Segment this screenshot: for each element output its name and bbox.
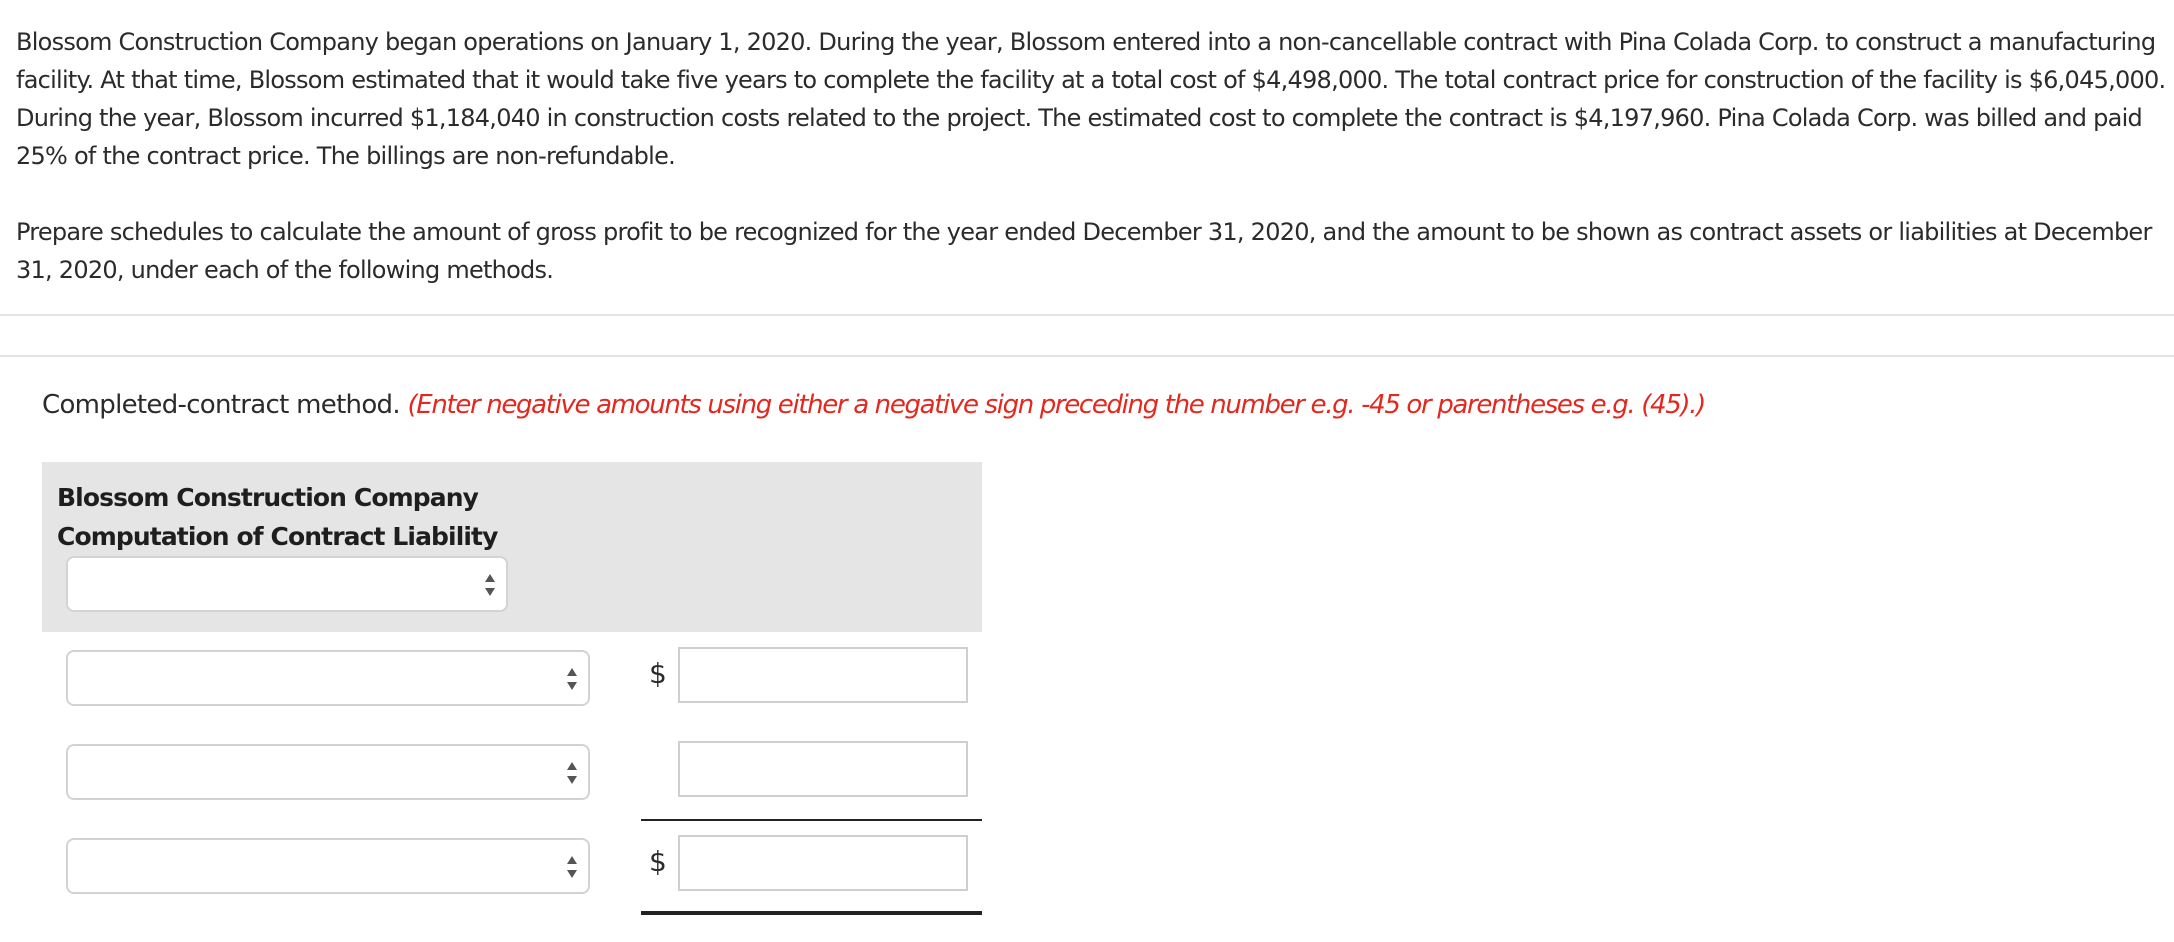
dollar-sign: $ <box>649 657 667 690</box>
total-rule <box>641 911 982 915</box>
method-label: Completed-contract method. <box>42 390 400 420</box>
account-select-row-1[interactable] <box>66 650 590 706</box>
up-down-arrow-icon <box>484 573 496 597</box>
schedule-header <box>42 462 982 632</box>
instruction-note: (Enter negative amounts using either a negative sign preceding the number e.g. -45 or parentheses e.g. (45).) <box>407 390 1705 420</box>
up-down-arrow-icon <box>566 667 578 691</box>
schedule-title: Computation of Contract Liability <box>57 522 498 551</box>
divider <box>0 314 2174 316</box>
divider <box>0 355 2174 357</box>
up-down-arrow-icon <box>566 855 578 879</box>
account-select-row-3[interactable] <box>66 838 590 894</box>
dollar-sign: $ <box>649 845 667 878</box>
company-name: Blossom Construction Company <box>57 483 479 512</box>
part-instruction <box>42 386 1705 424</box>
account-select-row-2[interactable] <box>66 744 590 800</box>
amount-input-row-2[interactable] <box>678 741 968 797</box>
problem-paragraph: Blossom Construction Company began operations on January 1, 2020. During the year, Blossom entered into a non-cancellable contract with Pina Colada Corp. to construct a manufacturing facility. At that time, Blossom estimated that it would take five years to complete the facility at a total cost of $4,498,000. The total contract price for construction of the facility is $6,045,000. During the year, Blossom incurred $1,184,040 in construction costs related to the project. The estimated cost to complete the contract is $4,197,960. Pina Colada Corp. was billed and paid 25% of the contract price. The billings are non-refundable. <box>16 28 2166 170</box>
subtotal-rule <box>641 819 982 821</box>
date-select[interactable] <box>66 556 508 612</box>
amount-input-row-1[interactable] <box>678 647 968 703</box>
schedule-heading <box>57 478 498 556</box>
up-down-arrow-icon <box>566 761 578 785</box>
amount-input-row-3[interactable] <box>678 835 968 891</box>
task-paragraph: Prepare schedules to calculate the amount of gross profit to be recognized for the year ended December 31, 2020, and the amount to be shown as contract assets or liabilities at December 31, 2020, under each of the following methods. <box>16 218 2152 284</box>
